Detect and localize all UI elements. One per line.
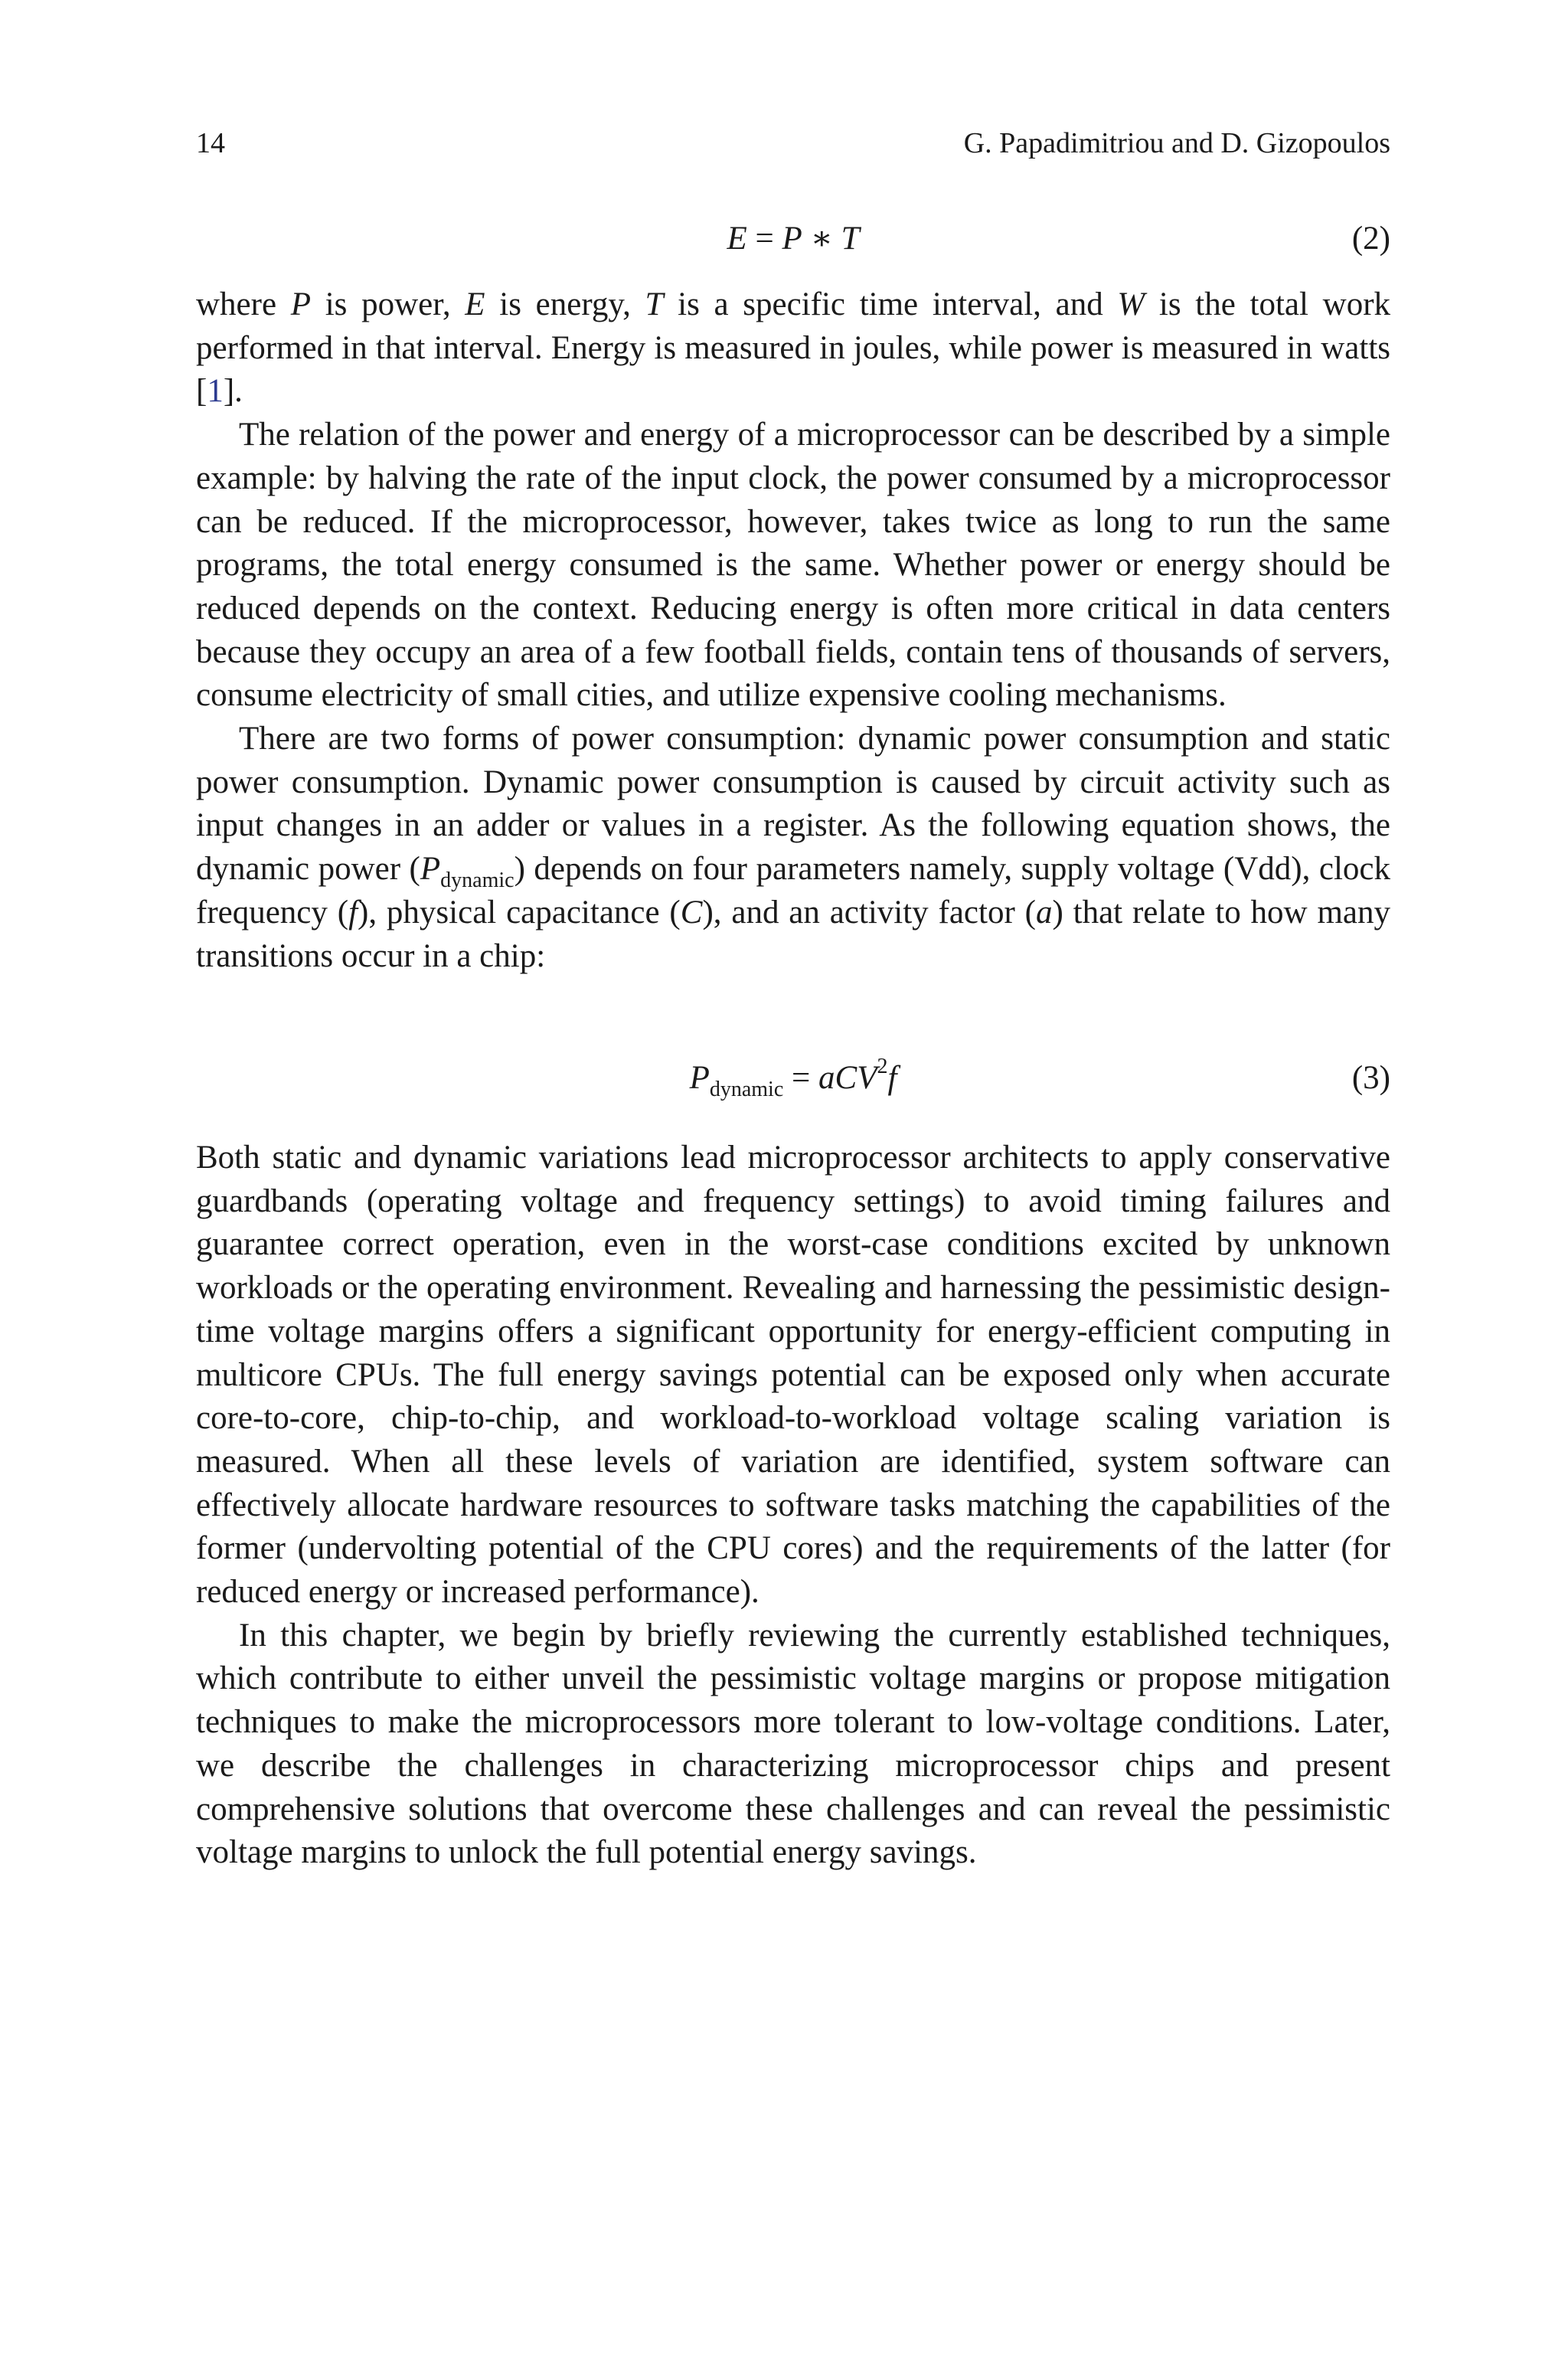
- var-f: f: [348, 894, 358, 931]
- equation-3-number: (3): [1351, 1060, 1390, 1096]
- paragraph-variations: Both static and dynamic variations lead microprocessor architects to apply conservative guardbands (operating voltage and frequency settings) to avoid timing failures and guarantee correct operation, even in the worst-case conditions excited by unknown workloads or the operating environment. Revealing and harnessing the pessimistic design-time voltage margins offers a significant opportunity for energy-efficient computing in multicore CPUs. The full energy savings potential can be exposed only when accurate core-to-core, chip-to-chip, and workload-to-workload voltage scaling variation is measured. When all these levels of variation are identified, system software can effectively allocate hardware resources to software tasks matching the capabilities of the former (undervolting potential of the CPU cores) and the requirements of the latter (for reduced energy or increased performance).: [196, 1140, 1390, 1611]
- eq3-equals: =: [783, 1060, 819, 1096]
- eq3-subscript: dynamic: [709, 1078, 784, 1101]
- eq3-aCV: aCV: [818, 1060, 877, 1096]
- eq2-equals: =: [746, 221, 782, 257]
- text-run: is the total work performed in that interval. Energy is measured in joules, while power is measured in watts [: [196, 286, 1391, 410]
- equation-3: [196, 1055, 1390, 1101]
- text-run: ), and an activity factor (: [702, 894, 1036, 931]
- equation-2: [196, 216, 1390, 262]
- paragraph-chapter-overview: In this chapter, we begin by briefly reviewing the currently established techniques, which contribute to either unveil the pessimistic voltage margins or propose mitigation techniques to make the microprocessors more tolerant to low-voltage conditions. Later, we describe the challenges in characterizing microprocessor chips and present comprehensive solutions that overcome these challenges and can reveal the pessimistic voltage margins to unlock the full potential energy savings.: [196, 1617, 1390, 1871]
- text-run: is energy,: [485, 286, 645, 322]
- paragraph-relation: The relation of the power and energy of a microprocessor can be described by a simple example: by halving the rate of the input clock, the power consumed by a microprocessor can be reduced. If the microprocessor, however, takes twice as long to run the same programs, the total energy consumed is the same. Whether power or energy should be reduced depends on the context. Reducing energy is often more critical in data centers because they occupy an area of a few football fields, contain tens of thousands of servers, consume electricity of small cities, and utilize expensive cooling mechanisms.: [196, 417, 1390, 714]
- eq2-E: E: [727, 221, 747, 257]
- text-run: is power,: [311, 286, 466, 322]
- text-run: There are two forms of power consumption: dynamic power consumption and static power consumption. Dynamic power consumption is caused by circuit activity such as input changes in an adder or values in a register. As the following equation shows, the dynamic power (: [196, 721, 1390, 888]
- equation-3-body: [196, 1055, 1390, 1101]
- running-head: G. Papadimitriou and D. Gizopoulos: [963, 127, 1390, 159]
- equation-2-body: [196, 216, 1390, 262]
- equation-2-number: (2): [1351, 221, 1390, 257]
- eq2-operator: ∗: [802, 221, 841, 257]
- var-C: C: [680, 894, 703, 931]
- text-run: ), physical capacitance (: [358, 894, 681, 931]
- text-run: is a specific time interval, and: [663, 286, 1118, 322]
- subscript-dynamic: dynamic: [440, 868, 514, 893]
- var-E: E: [465, 286, 485, 322]
- paragraph-power-forms: [196, 718, 1390, 978]
- body-text-lower: [196, 1137, 1390, 1875]
- text-run: ) that relate to how many transitions occur in a chip:: [196, 894, 1390, 974]
- text-run: ) depends on four parameters namely, supply voltage (Vdd), clock frequency (: [196, 851, 1390, 931]
- text-run: where: [196, 286, 291, 322]
- body-text-upper: [196, 283, 1390, 978]
- page-header: [196, 124, 1390, 162]
- page-number: 14: [196, 127, 225, 159]
- eq3-superscript: 2: [877, 1055, 888, 1078]
- text-run: ].: [223, 373, 243, 410]
- paragraph-where: [196, 283, 1390, 414]
- eq3-f: f: [887, 1060, 897, 1096]
- var-a: a: [1035, 894, 1053, 931]
- eq3-P: P: [689, 1060, 710, 1096]
- eq2-T: T: [841, 221, 860, 257]
- citation-link[interactable]: 1: [207, 373, 224, 410]
- eq2-P: P: [782, 221, 802, 257]
- var-W: W: [1117, 286, 1145, 322]
- var-T: T: [645, 286, 664, 322]
- var-P: P: [420, 851, 441, 888]
- var-P: P: [290, 286, 312, 322]
